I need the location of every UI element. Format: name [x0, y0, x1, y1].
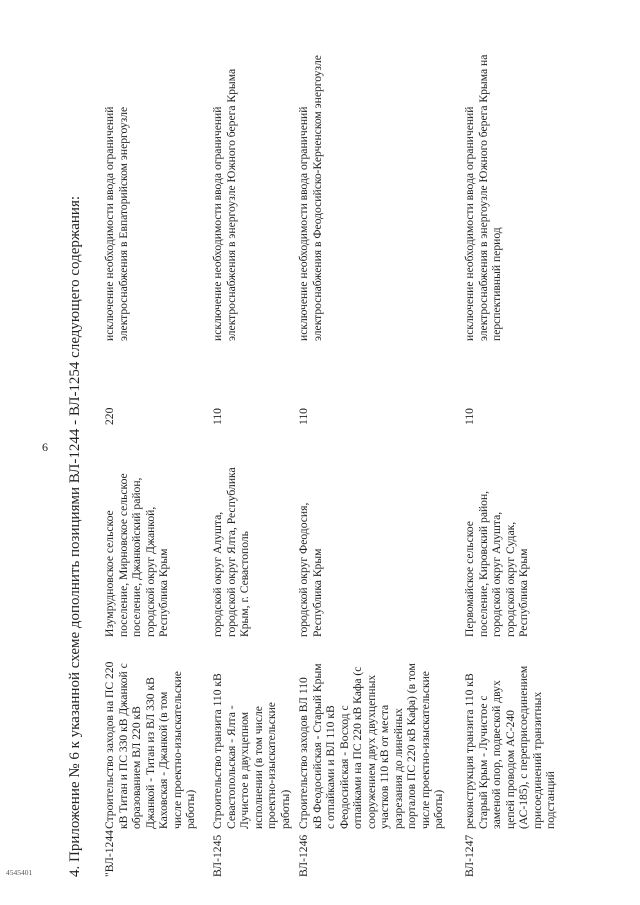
- line-code: ВЛ-1246: [297, 834, 310, 877]
- location: Первомайское сельское поселение, Кировский район, городской округ Алушта, городской округ Судак, Республика Крым: [463, 490, 530, 637]
- line-code: ВЛ-1247: [463, 834, 476, 877]
- voltage: 220: [103, 407, 116, 425]
- voltage: 110: [463, 408, 476, 425]
- project-title: Строительство заходов ВЛ 110 кВ Феодосийская - Старый Крым с отпайками и ВЛ 110 кВ Феодосийская - Восход с отпайками на ПС 220 кВ Кафа (с сооружением двух двухцепных участков 110 кВ от места разрезания до линейных порталов ПС 220 кВ Кафа) (в том числе проектно-изыскательские работы): [297, 663, 445, 829]
- purpose: исключение необходимости ввода ограничений электроснабжения в Евпаторийском энергоузле: [103, 106, 130, 341]
- rotated-page-content: [67, 27, 635, 877]
- section-heading: 4. Приложение № 6 к указанной схеме дополнить позициями ВЛ-1244 - ВЛ-1254 следующего содержания:: [67, 195, 83, 877]
- location: Изумрудновское сельское поселение, Мирновское сельское поселение, Джанкойский район, городской округ Джанкой, Республика Крым: [103, 473, 170, 637]
- purpose: исключение необходимости ввода ограничений электроснабжения в энергоузле Южного берега Крыма на перспективный период: [463, 54, 503, 341]
- page-number: 6: [42, 440, 48, 454]
- document-code: 4545401: [6, 868, 33, 877]
- project-title: Строительство транзита 110 кВ Севастопольская - Ялта - Лучистое в двухцепном исполнении (в том числе проектно-изыскательские работы): [211, 673, 292, 829]
- voltage: 110: [211, 408, 224, 425]
- voltage: 110: [297, 408, 310, 425]
- line-code: "ВЛ-1244: [103, 830, 116, 877]
- line-code: ВЛ-1245: [211, 834, 224, 877]
- purpose: исключение необходимости ввода ограничений электроснабжения в энергоузле Южного берега Крыма: [211, 68, 238, 341]
- purpose: исключение необходимости ввода ограничений электроснабжения в Феодосийско-Керченском энергоузле: [297, 55, 324, 341]
- location: городской округ Феодосия, Республика Крым: [297, 502, 324, 637]
- project-title: Строительство заходов на ПС 220 кВ Титан и ПС 330 кВ Джанкой с образованием ВЛ 220 кВ Джанкой - Титан из ВЛ 330 кВ Каховская - Джанкой (в том числе проектно-изыскательские работы): [103, 661, 197, 829]
- location: городской округ Алушта, городской округ Ялта, Республика Крым, г. Севастополь: [211, 467, 251, 637]
- project-title: реконструкция транзита 110 кВ Старый Крым - Лучистое с заменой опор, подвеской двух цепей проводом АС-240 (АС-185), с переприсоединением присоединений транзитных подстанций: [463, 665, 557, 829]
